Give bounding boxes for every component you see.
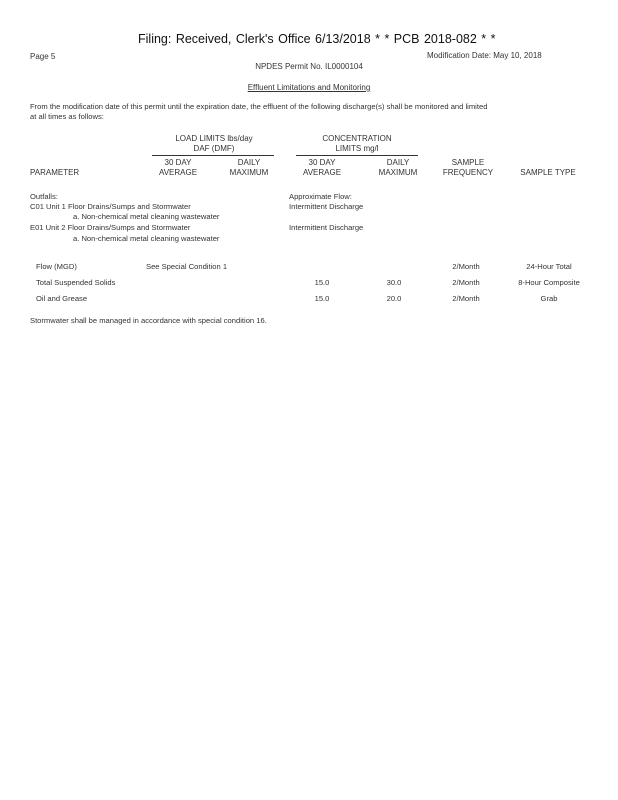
sample-type-header: SAMPLE TYPE [520, 168, 576, 177]
outfalls-label: Outfalls: [30, 192, 58, 201]
load-limits-header: LOAD LIMITS lbs/day DAF (DMF) [175, 134, 253, 153]
sample-type: 24-Hour Total [526, 262, 572, 271]
outfall-e01-flow: Intermittent Discharge [289, 223, 364, 232]
conc-daily-value: 30.0 [386, 278, 402, 287]
concentration-rule [296, 155, 418, 156]
intro-line-2: at all times as follows: [30, 112, 104, 121]
outfall-e01: E01 Unit 2 Floor Drains/Sumps and Stormwater [30, 223, 191, 232]
load-limits-rule [152, 155, 274, 156]
section-title: Effluent Limitations and Monitoring [247, 83, 371, 92]
outfall-e01-sub: a. Non-chemical metal cleaning wastewater [73, 234, 220, 243]
sample-frequency: 2/Month [452, 278, 480, 287]
permit-number: NPDES Permit No. IL0000104 [255, 62, 363, 71]
sample-frequency: 2/Month [452, 262, 480, 271]
outfall-c01: C01 Unit 1 Floor Drains/Sumps and Stormwater [30, 202, 191, 211]
conc-30day-header: 30 DAY AVERAGE [302, 158, 342, 177]
page-number: Page 5 [30, 52, 56, 61]
outfall-c01-flow: Intermittent Discharge [289, 202, 364, 211]
conc-daily-header: DAILY MAXIMUM [378, 158, 418, 177]
conc-30day-value: 15.0 [314, 294, 330, 303]
conc-30day-value: 15.0 [314, 278, 330, 287]
param-name: Total Suspended Solids [36, 278, 116, 287]
load-30day-header: 30 DAY AVERAGE [158, 158, 198, 177]
outfall-c01-sub: a. Non-chemical metal cleaning wastewater [73, 212, 220, 221]
filing-stamp: Filing: Received, Clerk's Office 6/13/2018 * * PCB 2018-082 * * [138, 32, 496, 46]
sample-type: Grab [540, 294, 558, 303]
parameter-header: PARAMETER [30, 168, 80, 177]
stormwater-note: Stormwater shall be managed in accordance with special condition 16. [30, 316, 267, 325]
param-name: Oil and Grease [36, 294, 88, 303]
intro-line-1: From the modification date of this permit until the expiration date, the effluent of the following discharge(s) shall be monitored and limited [30, 102, 488, 111]
param-name: Flow (MGD) [36, 262, 77, 271]
sample-frequency: 2/Month [452, 294, 480, 303]
concentration-header: CONCENTRATION LIMITS mg/l [322, 134, 392, 153]
approx-flow-label: Approximate Flow: [289, 192, 352, 201]
load-daily-header: DAILY MAXIMUM [229, 158, 269, 177]
param-note: See Special Condition 1 [146, 262, 228, 271]
conc-daily-value: 20.0 [386, 294, 402, 303]
frequency-header: SAMPLE FREQUENCY [442, 158, 494, 177]
sample-type: 8-Hour Composite [518, 278, 580, 287]
modification-date: Modification Date: May 10, 2018 [427, 51, 542, 60]
